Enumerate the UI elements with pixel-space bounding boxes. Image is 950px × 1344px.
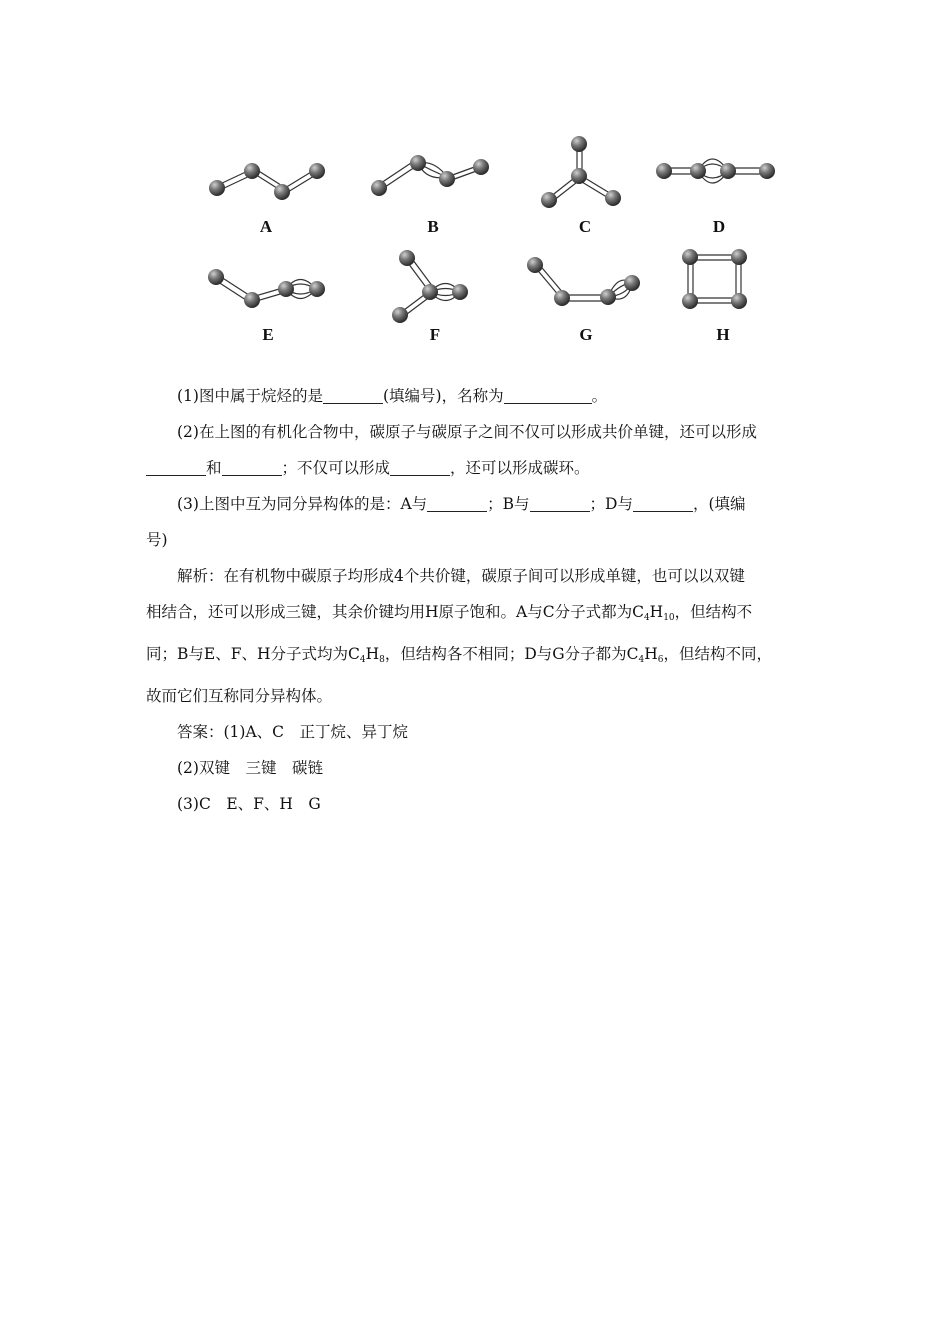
blank	[504, 385, 592, 404]
molecule-e	[215, 275, 316, 302]
question-block	[146, 378, 806, 822]
blank	[222, 457, 282, 476]
molecule-d	[664, 159, 765, 183]
blank	[390, 457, 450, 476]
answer-line-2: (2)双键 三键 碳链	[177, 759, 323, 777]
label-b: B	[427, 217, 439, 236]
label-d: D	[712, 217, 726, 236]
answer-line-1: 答案：(1)A、C 正丁烷、异丁烷	[177, 723, 409, 741]
question-1: (1)图中属于烷烃的是 (填编号)，名称为 。	[177, 387, 608, 405]
molecule-figure	[190, 125, 790, 355]
blank	[146, 457, 206, 476]
question-2-line-2: 和 ；不仅可以形成 ，还可以形成碳环。	[146, 450, 806, 486]
question-3-line-2: 号)	[146, 531, 168, 549]
analysis-line-3: 同；B与E、F、H分子式均为$C_4H_8$，但结构各不相同；D与G分子都为$C_4H_6$，但结构不同，	[146, 645, 773, 665]
question-2-line-1: (2)在上图的有机化合物中，碳原子与碳原子之间不仅可以形成共价单键，还可以形成	[177, 423, 757, 441]
question-3-line-1: (3)上图中互为同分异构体的是：A与 ；B与 ；D与 ，(填编	[177, 495, 746, 513]
label-f: F	[429, 325, 441, 344]
molecule-b	[378, 161, 482, 189]
molecule-g	[534, 263, 632, 301]
label-g: G	[579, 325, 593, 344]
analysis-line-2: 相结合，还可以形成三键，其余价键均用H原子饱和。A与C分子式都为$C_4H_{10}$，但结构不	[146, 603, 753, 623]
label-e: E	[262, 325, 274, 344]
label-c: C	[578, 217, 592, 236]
ball-and-stick-models	[190, 125, 790, 355]
molecule-a	[218, 168, 319, 195]
blank	[427, 493, 487, 512]
answer-line-3: (3)C E、F、H G	[177, 795, 321, 813]
analysis-line-4: 故而它们互称同分异构体。	[146, 687, 333, 705]
blank	[530, 493, 590, 512]
blank	[323, 385, 383, 404]
analysis-line-1: 解析：在有机物中碳原子均形成4个共价键，碳原子间可以形成单键，也可以以双键	[177, 567, 745, 585]
label-a: A	[259, 217, 273, 236]
label-h: H	[716, 325, 730, 344]
blank	[633, 493, 693, 512]
